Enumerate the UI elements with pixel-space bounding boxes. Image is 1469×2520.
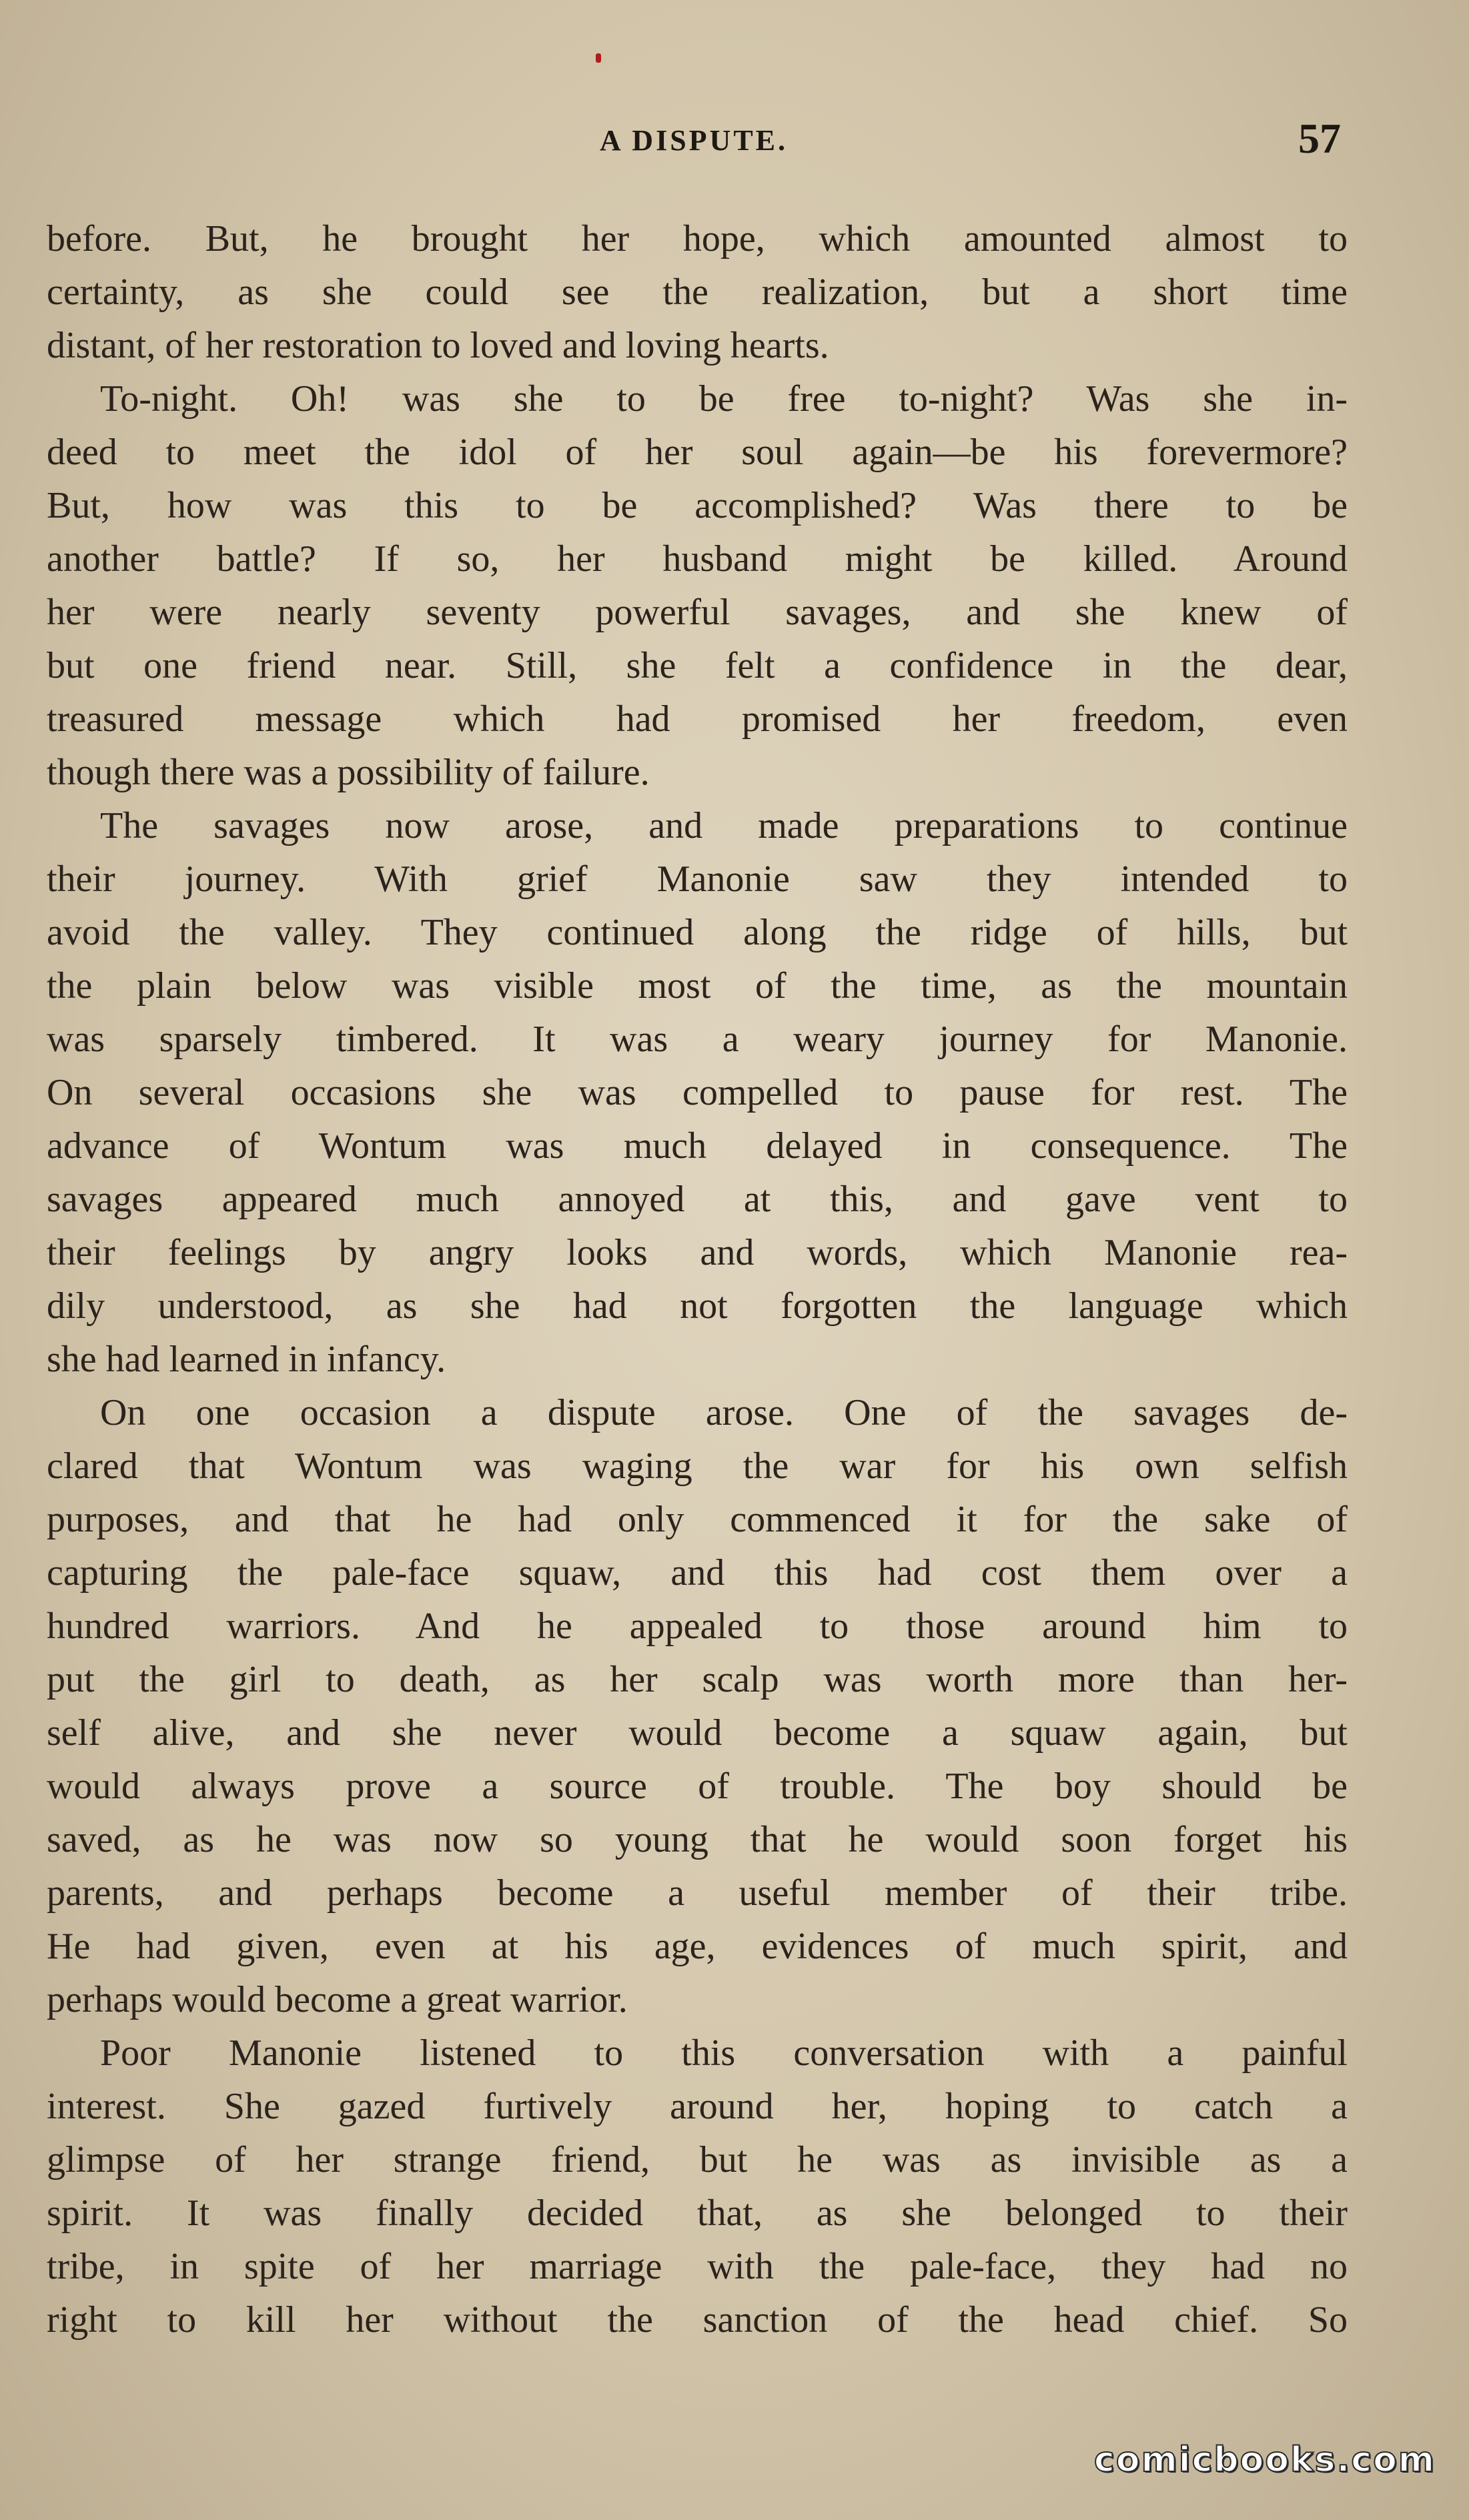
text-line: certainty, as she could see the realization, but a short time [47,271,1348,313]
text-line: before. But, he brought her hope, which amounted almost to [47,218,1348,259]
text-line: self alive, and she never would become a squaw again, but [47,1712,1348,1754]
text-line: dily understood, as she had not forgotten the language which [47,1285,1348,1327]
ink-speck [596,53,601,63]
text-line: perhaps would become a great warrior. [47,1979,628,2020]
text-line: To-night. Oh! was she to be free to-night? Was she in- [100,378,1348,420]
text-line: savages appeared much annoyed at this, and gave vent to [47,1179,1348,1220]
text-line: her were nearly seventy powerful savages, and she knew of [47,592,1348,633]
text-line: The savages now arose, and made preparations to continue [100,805,1348,846]
text-line: saved, as he was now so young that he would soon forget his [47,1819,1348,1860]
text-line: hundred warriors. And he appealed to those around him to [47,1606,1348,1647]
text-line: tribe, in spite of her marriage with the pale-face, they had no [47,2246,1348,2287]
text-line: clared that Wontum was waging the war for his own selfish [47,1445,1348,1487]
text-line: capturing the pale-face squaw, and this had cost them over a [47,1552,1348,1594]
text-line: put the girl to death, as her scalp was worth more than her- [47,1659,1348,1700]
page-header [47,110,1341,163]
text-line: He had given, even at his age, evidences of much spirit, and [47,1926,1348,1967]
text-line: another battle? If so, her husband might be killed. Around [47,538,1348,580]
text-line: but one friend near. Still, she felt a confidence in the dear, [47,645,1348,686]
text-line: though there was a possibility of failure. [47,752,650,793]
text-line: spirit. It was finally decided that, as she belonged to their [47,2192,1348,2234]
text-line: distant, of her restoration to loved and loving hearts. [47,325,829,366]
watermark: comicbooks.com [1093,2440,1436,2480]
text-line: On one occasion a dispute arose. One of the savages de- [100,1392,1348,1433]
text-line: the plain below was visible most of the time, as the mountain [47,965,1348,1007]
text-line: their journey. With grief Manonie saw they intended to [47,858,1348,900]
text-line: But, how was this to be accomplished? Was there to be [47,485,1348,526]
text-line: avoid the valley. They continued along the ridge of hills, but [47,912,1348,953]
text-line: On several occasions she was compelled to pause for rest. The [47,1072,1348,1113]
text-line: interest. She gazed furtively around her, hoping to catch a [47,2086,1348,2127]
text-line: treasured message which had promised her freedom, even [47,698,1348,740]
text-line: advance of Wontum was much delayed in consequence. The [47,1125,1348,1167]
text-line: would always prove a source of trouble. The boy should be [47,1766,1348,1807]
text-line: purposes, and that he had only commenced it for the sake of [47,1499,1348,1540]
text-line: right to kill her without the sanction of the head chief. So [47,2299,1348,2341]
text-line: their feelings by angry looks and words, which Manonie rea- [47,1232,1348,1273]
body-text [47,212,1348,2347]
page-number: 57 [1298,115,1341,162]
text-line: parents, and perhaps become a useful member of their tribe. [47,1872,1348,1914]
text-line: deed to meet the idol of her soul again—be his forevermore? [47,432,1348,473]
text-line: Poor Manonie listened to this conversation with a painful [100,2032,1348,2074]
text-line: she had learned in infancy. [47,1339,446,1380]
text-line: was sparsely timbered. It was a weary journey for Manonie. [47,1019,1348,1060]
running-head: A DISPUTE. [599,124,789,157]
text-line: glimpse of her strange friend, but he was as invisible as a [47,2139,1348,2180]
